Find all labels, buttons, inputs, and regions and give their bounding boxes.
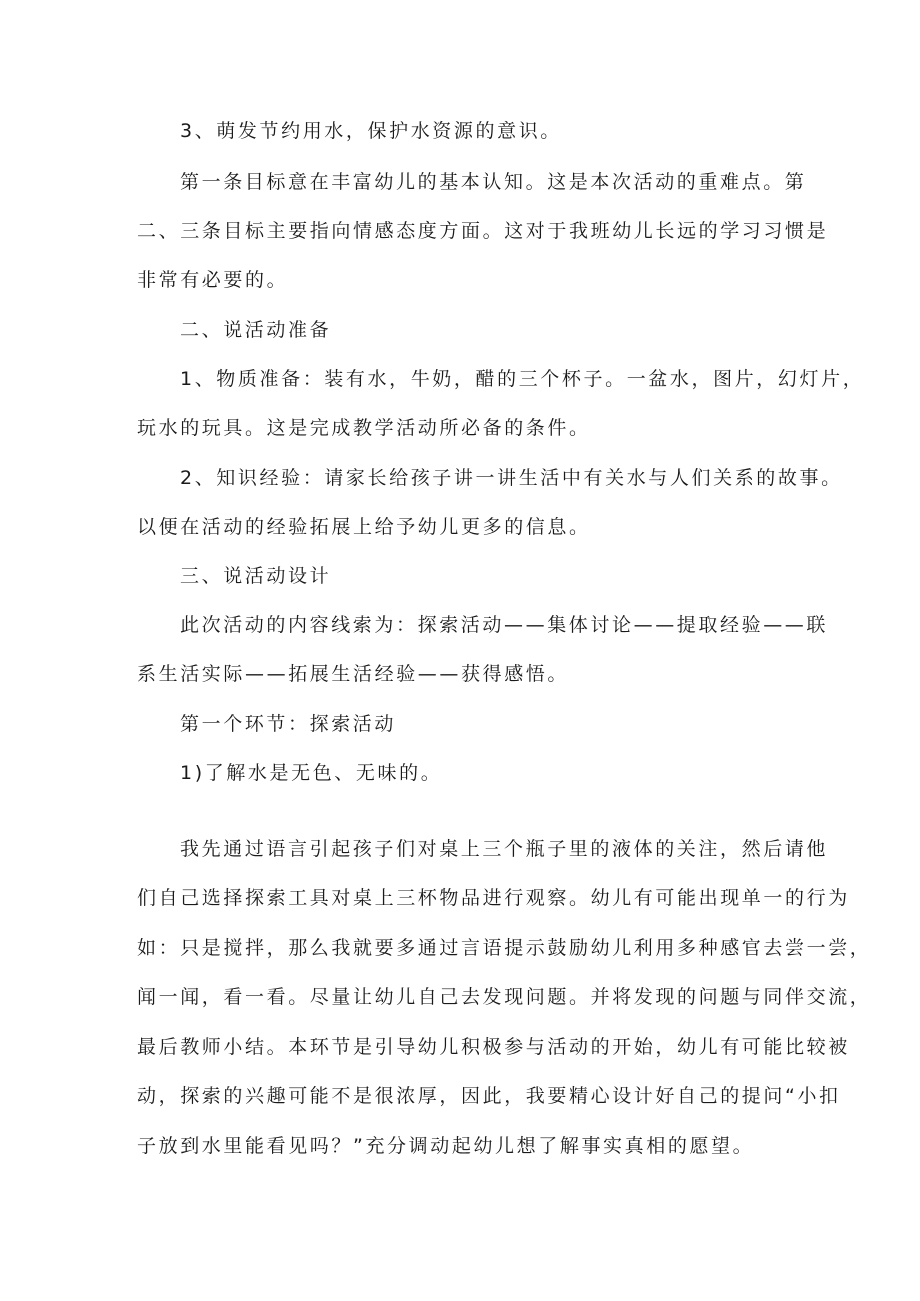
paragraph-line: 子放到水里能看见吗？”充分调动起幼儿想了解事实真相的愿望。: [137, 1135, 755, 1157]
paragraph-line: 2、知识经验：请家长给孩子讲一讲生活中有关水与人们关系的故事。: [180, 467, 843, 489]
paragraph-line: 系生活实际——拓展生活经验——获得感悟。: [137, 663, 570, 685]
section-heading: 二、说活动准备: [180, 319, 332, 341]
paragraph-line: 如：只是搅拌，那么我就要多通过言语提示鼓励幼儿利用多种感官去尝一尝，: [137, 937, 872, 959]
paragraph-line: 们自己选择探索工具对桌上三杯物品进行观察。幼儿有可能出现单一的行为: [137, 887, 850, 909]
paragraph-line: 闻一闻，看一看。尽量让幼儿自己去发现问题。并将发现的问题与同伴交流，: [137, 986, 872, 1008]
paragraph-line: 二、三条目标主要指向情感态度方面。这对于我班幼儿长远的学习习惯是: [137, 220, 829, 242]
paragraph-line: 第一条目标意在丰富幼儿的基本认知。这是本次活动的重难点。第: [180, 171, 807, 193]
section-heading: 三、说活动设计: [180, 565, 332, 587]
paragraph-line: 最后教师小结。本环节是引导幼儿积极参与活动的开始，幼儿有可能比较被: [137, 1036, 850, 1058]
paragraph-line: 以便在活动的经验拓展上给予幼儿更多的信息。: [137, 516, 591, 538]
paragraph-line: 非常有必要的。: [137, 269, 289, 291]
paragraph-line: 此次活动的内容线索为：探索活动——集体讨论——提取经验——联: [180, 614, 829, 636]
subsection-heading: 第一个环节：探索活动: [180, 713, 397, 735]
goal-3-line: 3、萌发节约用水，保护水资源的意识。: [180, 120, 562, 142]
paragraph-line: 1、物质准备：装有水，牛奶，醋的三个杯子。一盆水，图片，幻灯片，: [180, 368, 865, 390]
paragraph-line: 1)了解水是无色、无味的。: [180, 762, 443, 784]
paragraph-line: 动，探索的兴趣可能不是很浓厚，因此，我要精心设计好自己的提问“小扣: [137, 1085, 841, 1107]
paragraph-line: 玩水的玩具。这是完成教学活动所必备的条件。: [137, 417, 591, 439]
paragraph-line: 我先通过语言引起孩子们对桌上三个瓶子里的液体的关注，然后请他: [180, 838, 829, 860]
